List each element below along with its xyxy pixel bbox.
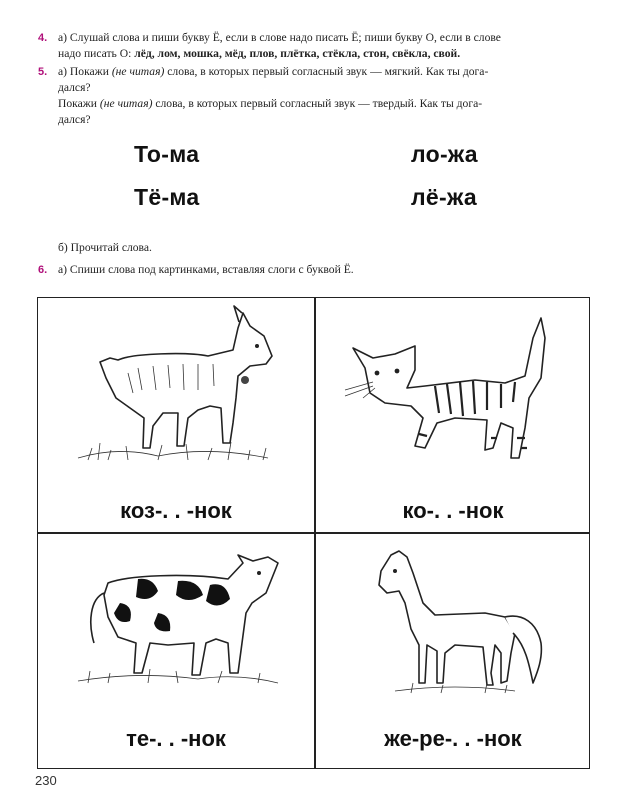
task-5a-italic: (не читая) xyxy=(111,65,165,78)
picture-cell-foal xyxy=(315,533,591,767)
task-6 xyxy=(38,262,598,278)
task-5a-rest: слова, в которых первый согласный звук — мягкий. Как ты дога- xyxy=(167,65,489,78)
task-5b-text: б) Прочитай слова. xyxy=(58,241,152,254)
task-5a-line-2: дался? xyxy=(58,81,91,94)
syllable-lozha: ло-жа xyxy=(411,141,478,167)
task-6-text: а) Спиши слова под картинками, вставляя слоги с буквой Ё. xyxy=(58,263,354,276)
task-4-number: 4. xyxy=(38,32,48,44)
kitten-icon xyxy=(315,298,591,532)
word-kitten: ко-. . -нок xyxy=(402,498,504,523)
task-4-words: лёд, лом, мошка, мёд, плов, плётка, стёкла, стон, свёкла, свой. xyxy=(134,47,461,60)
word-foal: же-ре-. . -нок xyxy=(384,726,522,751)
syllable-lyozha: лё-жа xyxy=(411,184,477,210)
task-4-line-1: а) Слушай слова и пиши букву Ё, если в слове надо писать Ё; пиши букву О, если в слове xyxy=(58,31,501,44)
page-number: 230 xyxy=(35,773,57,788)
task-5b xyxy=(38,240,598,256)
picture-cell-kitten xyxy=(315,298,591,532)
task-5b-line-2: дался? xyxy=(58,113,91,126)
task-5a-prefix: а) Покажи xyxy=(58,65,109,78)
picture-cell-calf xyxy=(38,533,314,767)
syllable-tyoma: Тё-ма xyxy=(134,184,200,210)
picture-grid xyxy=(37,297,590,769)
task-5-number: 5. xyxy=(38,66,48,78)
task-5b-prefix: Покажи xyxy=(58,97,97,110)
task-4-lead: надо писать О: xyxy=(58,47,132,60)
goat-kid-icon xyxy=(38,298,314,532)
picture-cell-goat xyxy=(38,298,314,532)
task-5b-italic: (не читая) xyxy=(99,97,153,110)
task-5a-line-1 xyxy=(58,64,598,80)
task-6-number: 6. xyxy=(38,264,48,276)
word-goat-kid: коз-. . -нок xyxy=(120,498,232,523)
task-5 xyxy=(38,64,598,128)
task-5b-rest: слова, в которых первый согласный звук — твердый. Как ты дога- xyxy=(155,97,483,110)
word-calf: те-. . -нок xyxy=(126,726,226,751)
syllable-toma: То-ма xyxy=(134,141,200,167)
task-4 xyxy=(38,30,598,62)
task-5b-line-1 xyxy=(58,96,598,112)
task-4-line-2 xyxy=(58,46,598,62)
